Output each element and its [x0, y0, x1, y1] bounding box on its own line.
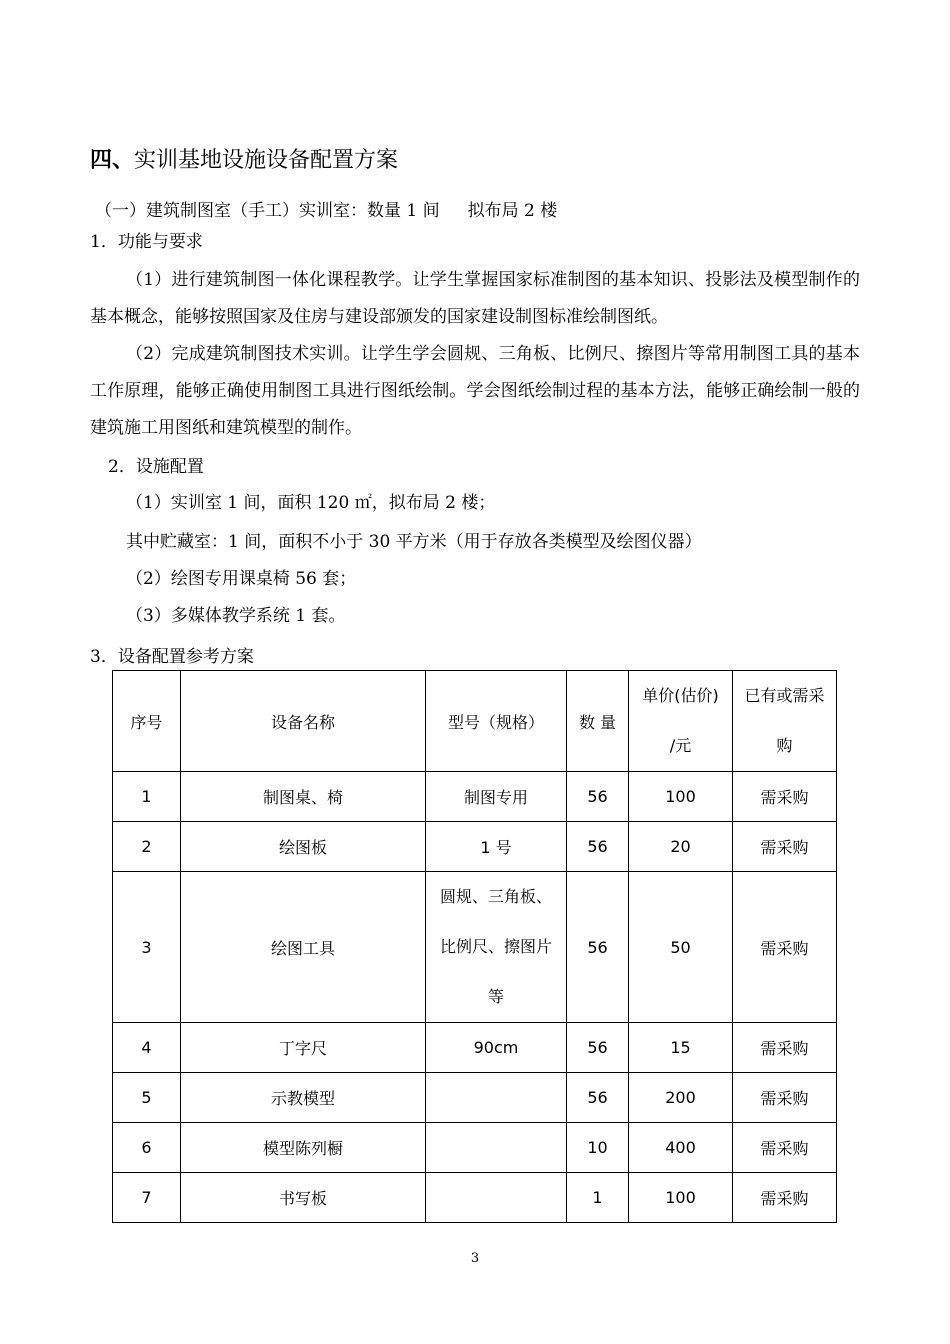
- page-number: 3: [470, 1251, 480, 1266]
- table-row: 1 制图桌、椅 制图专用 56 100 需采购: [113, 772, 837, 822]
- facilities-heading: 2．设施配置: [108, 457, 204, 477]
- header-price: 单价(估价) /元: [629, 671, 733, 772]
- section-title: 实训基地设施设备配置方案: [134, 148, 399, 173]
- functions-item-2: （2）完成建筑制图技术实训。让学生学会圆规、三角板、比例尺、擦图片等常用制图工具的基本工作原理，能够正确使用制图工具进行图纸绘制。学会图纸绘制过程的基本方法，能够正确绘制一般的建筑施工用图纸和建筑模型的制作。: [90, 344, 860, 438]
- table-row: 4 丁字尺 90cm 56 15 需采购: [113, 1023, 837, 1073]
- section-number: 四、: [90, 147, 135, 173]
- header-status: 已有或需采 购: [733, 671, 837, 772]
- facilities-storage: 其中贮藏室：1 间，面积不小于 30 平方米（用于存放各类模型及绘图仪器）: [126, 532, 702, 552]
- functions-heading: 1．功能与要求: [90, 232, 203, 252]
- header-qty: 数 量: [567, 671, 629, 772]
- table-row: 7 书写板 1 100 需采购: [113, 1173, 837, 1223]
- table-row: 2 绘图板 1 号 56 20 需采购: [113, 822, 837, 872]
- header-no: 序号: [113, 671, 181, 772]
- table-header-row: [113, 671, 837, 772]
- header-model: 型号（规格）: [426, 671, 567, 772]
- functions-item-1: （1）进行建筑制图一体化课程教学。让学生掌握国家标准制图的基本知识、投影法及模型制作的基本概念，能够按照国家及住房与建设部颁发的国家建设制图标准绘制图纸。: [90, 270, 860, 327]
- model-cell-multiline: 圆规、三角板、 比例尺、擦图片 等: [426, 872, 567, 1023]
- facilities-item-3: （3）多媒体教学系统 1 套。: [126, 606, 346, 626]
- facilities-item-2: （2）绘图专用课桌椅 56 套；: [126, 569, 357, 589]
- table-row: 3 绘图工具 圆规、三角板、 比例尺、擦图片 等 56 50 需采购: [113, 872, 837, 1023]
- header-name: 设备名称: [181, 671, 426, 772]
- subsection-location: 拟布局 2 楼: [467, 201, 558, 221]
- table-row: 6 模型陈列橱 10 400 需采购: [113, 1123, 837, 1173]
- subsection-title: （一）建筑制图室（手工）实训室：数量 1 间 拟布局 2 楼: [95, 201, 558, 221]
- facilities-item-1: （1）实训室 1 间，面积 120 ㎡，拟布局 2 楼；: [126, 493, 496, 513]
- equipment-heading: 3．设备配置参考方案: [90, 647, 254, 667]
- equipment-table: [112, 670, 837, 1223]
- table-row: 5 示教模型 56 200 需采购: [113, 1073, 837, 1123]
- section-heading: [90, 143, 398, 174]
